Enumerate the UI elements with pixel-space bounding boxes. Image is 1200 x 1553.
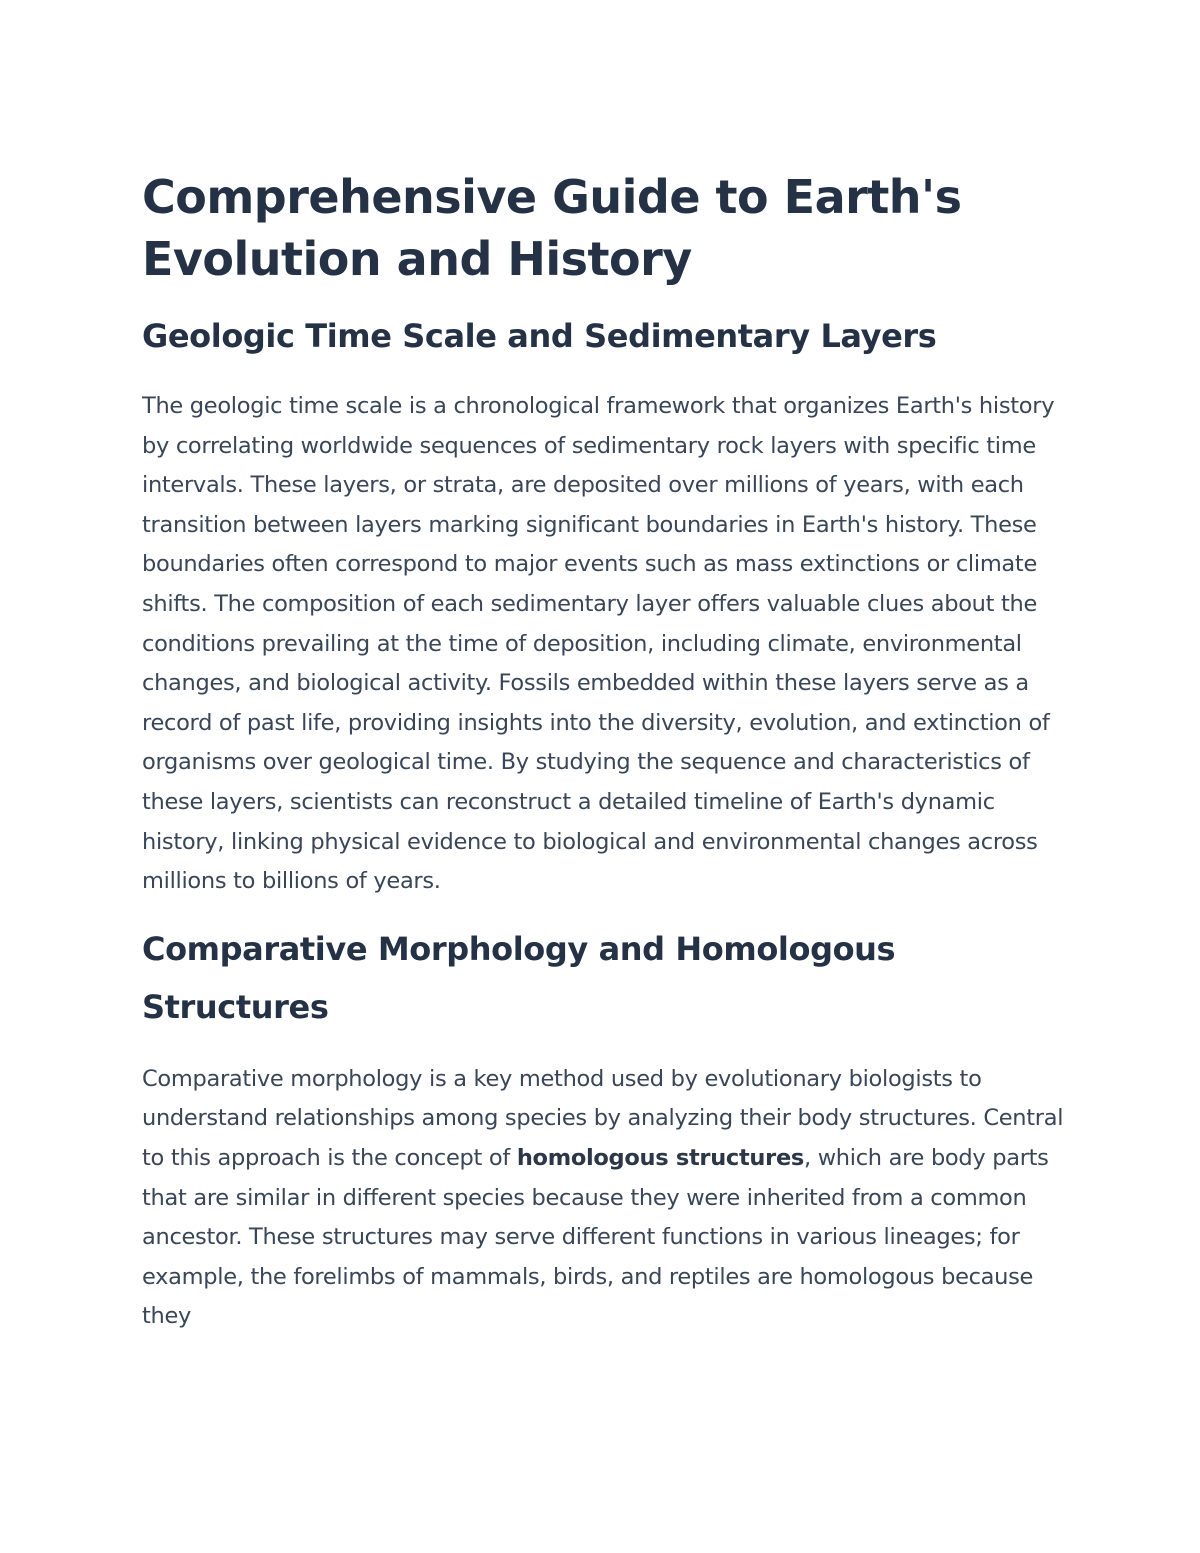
section-paragraph-geologic-time-scale: The geologic time scale is a chronological framework that organizes Earth's history by correlating worldwide sequences of sedimentary rock layers with specific time intervals. These layers, or strata, are deposited over millions of years, with each transition between layers marking significant boundaries in Earth's history. These boundaries often correspond to major events such as mass extinctions or climate shifts. The composition of each sedimentary layer offers valuable clues about the conditions prevailing at the time of deposition, including climate, environmental changes, and biological activity. Fossils embedded within these layers serve as a record of past life, providing insights into the diversity, evolution, and extinction of organisms over geological time. By studying the sequence and characteristics of these layers, scientists can reconstruct a detailed timeline of Earth's dynamic history, linking physical evidence to biological and environmental changes across millions to billions of years. bbox=[142, 393, 1055, 895]
homologous-structures-term: homologous structures bbox=[516, 1144, 804, 1171]
paragraph-text-before: Comparative morphology is a key method used by evolutionary biologists to understand relationships among species by analyzing their body structures. Central to this approach is the concept of bbox=[142, 1065, 1064, 1171]
document-page bbox=[142, 166, 1072, 1337]
section-heading-comparative-morphology: Comparative Morphology and Homologous Structures bbox=[142, 929, 896, 1026]
section-paragraph-comparative-morphology bbox=[142, 1060, 1072, 1337]
document-title: Comprehensive Guide to Earth's Evolution and History bbox=[142, 170, 962, 286]
section-heading-geologic-time-scale: Geologic Time Scale and Sedimentary Layers bbox=[142, 317, 937, 355]
paragraph-text-after: , which are body parts that are similar in different species because they were inherited from a common ancestor. These structures may serve different functions in various lineages; for example, the forelimbs of mammals, birds, and reptiles are homologous because they bbox=[142, 1144, 1049, 1330]
